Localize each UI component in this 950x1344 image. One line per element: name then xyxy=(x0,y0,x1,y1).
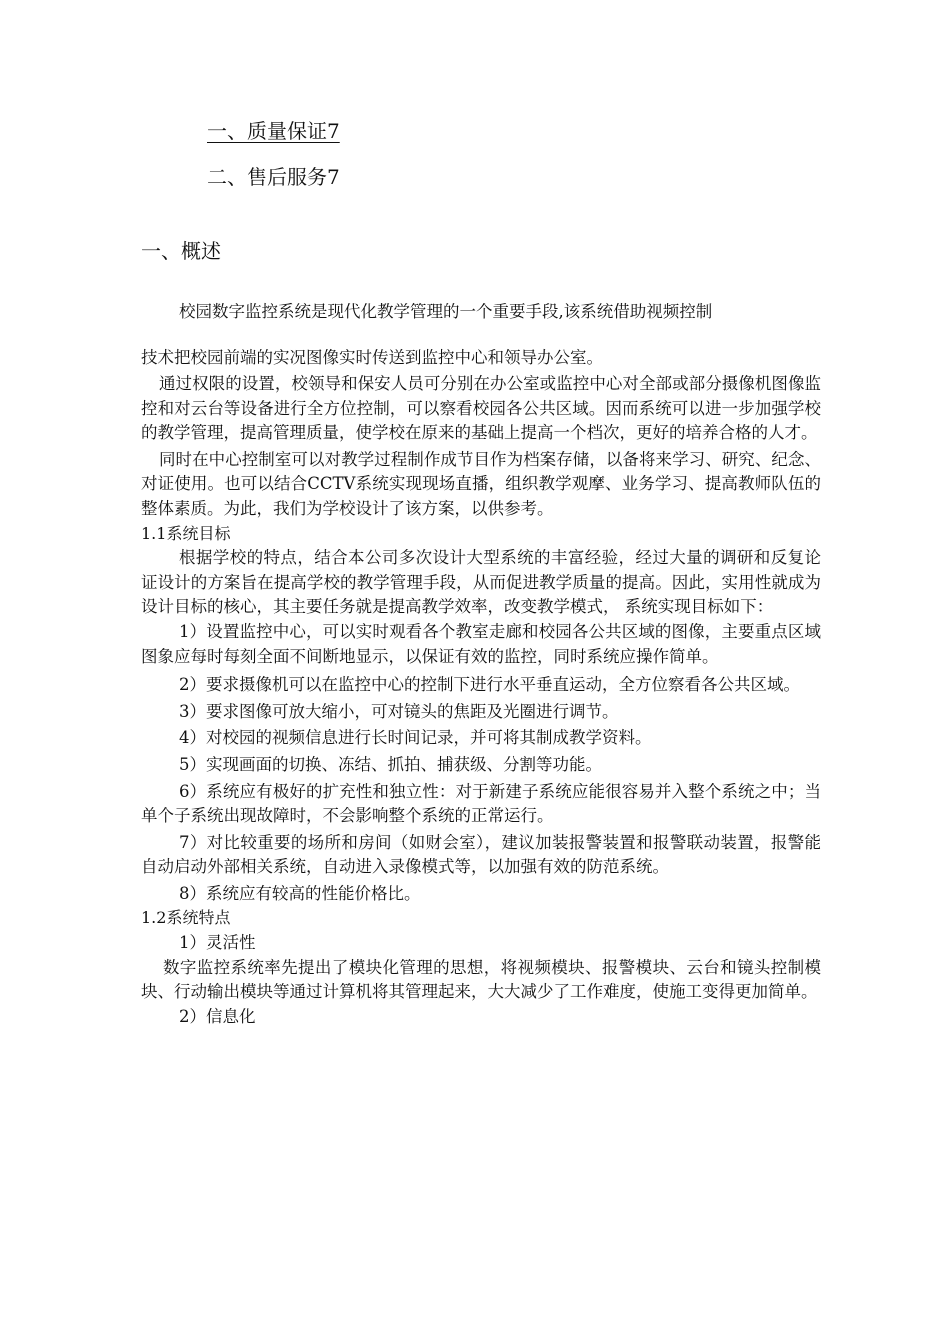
feature-title-flexibility: 1）灵活性 xyxy=(179,933,256,953)
intro-line-1: 校园数字监控系统是现代化教学管理的一个重要手段,该系统借助视频控制 xyxy=(179,302,713,321)
paragraph-permissions: 通过权限的设置，校领导和保安人员可分别在办公室或监控中心对全部或部分摄像机图像监控和对云台等设备进行全方位控制，可以察看校园各公共区域。因而系统可以进一步加强学校的教学管理，提高管理质量，使学校在原来的基础上提高一个档次，更好的培养合格的人才。 xyxy=(141,374,821,443)
paragraph-goal-intro: 根据学校的特点，结合本公司多次设计大型系统的丰富经验，经过大量的调研和反复论证设计的方案旨在提高学校的教学管理手段，从而促进教学质量的提高。因此，实用性就成为设计目标的核心，其主要任务就是提高教学效率，改变教学模式， 系统实现目标如下： xyxy=(141,548,821,617)
feature-text-flexibility: 数字监控系统率先提出了模块化管理的思想，将视频模块、报警模块、云台和镜头控制模块、行动输出模块等通过计算机将其管理起来，大大减少了工作难度，使施工变得更加简单。 xyxy=(141,957,821,1002)
goal-item-1: 1）设置监控中心，可以实时观看各个教室走廊和校园各公共区域的图像，主要重点区域图象应每时每刻全面不间断地显示，以保证有效的监控，同时系统应操作简单。 xyxy=(141,621,821,666)
goal-item-2: 2）要求摄像机可以在监控中心的控制下进行水平垂直运动，全方位察看各公共区域。 xyxy=(179,675,800,695)
goal-item-5: 5）实现画面的切换、冻结、抓拍、捕获级、分割等功能。 xyxy=(179,754,602,774)
goal-item-4: 4）对校园的视频信息进行长时间记录，并可将其制成教学资料。 xyxy=(179,728,652,748)
subsection-heading-goals: 1.1系统目标 xyxy=(141,523,231,543)
toc-entry-page: 7 xyxy=(327,165,340,189)
toc-entry-label: 二、售后服务 xyxy=(207,165,327,189)
goal-item-7: 7）对比较重要的场所和房间（如财会室），建议加装报警装置和报警联动装置，报警能自动启动外部相关系统，自动进入录像模式等，以加强有效的防范系统。 xyxy=(141,832,821,877)
toc-entry-quality[interactable] xyxy=(207,117,340,145)
goal-item-6: 6）系统应有极好的扩充性和独立性：对于新建子系统应能很容易并入整个系统之中；当单个子系统出现故障时，不会影响整个系统的正常运行。 xyxy=(141,781,821,826)
toc-entry-service[interactable] xyxy=(207,163,340,191)
feature-title-informatization: 2）信息化 xyxy=(179,1006,256,1026)
subsection-heading-features: 1.2系统特点 xyxy=(141,908,231,928)
goal-item-3: 3）要求图像可放大缩小，可对镜头的焦距及光圈进行调节。 xyxy=(179,701,619,721)
section-heading-overview: 一、概述 xyxy=(141,239,221,263)
paragraph-archive: 同时在中心控制室可以对教学过程制作成节目作为档案存储，以备将来学习、研究、纪念、对证使用。也可以结合CCTV系统实现现场直播，组织教学观摩、业务学习、提高教师队伍的整体素质。为此，我们为学校设计了该方案，以供参考。 xyxy=(141,449,821,518)
toc-entry-label: 一、质量保证 xyxy=(207,119,327,143)
intro-line-2: 技术把校园前端的实况图像实时传送到监控中心和领导办公室。 xyxy=(141,348,603,367)
goal-item-8: 8）系统应有较高的性能价格比。 xyxy=(179,883,421,903)
document-body xyxy=(141,372,821,1029)
intro-paragraph xyxy=(141,300,821,370)
toc-entry-page: 7 xyxy=(327,119,340,143)
